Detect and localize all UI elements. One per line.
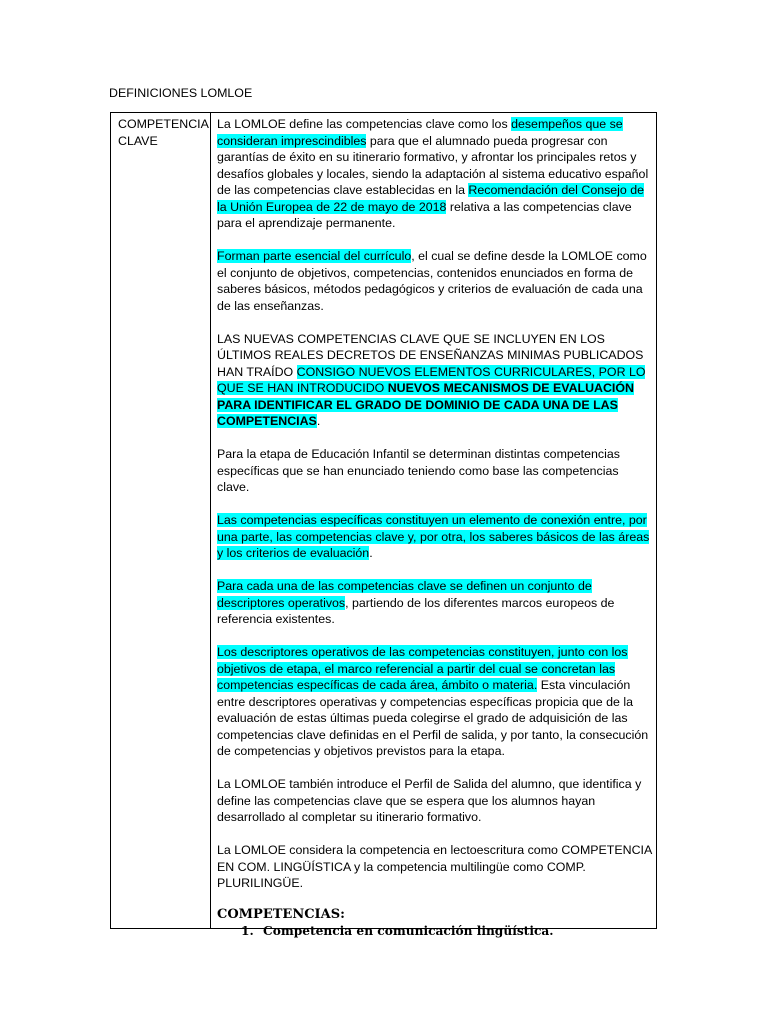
paragraph-text: La LOMLOE considera la competencia en lectoescritura como COMPETENCIA EN COM. LINGÜÍSTICA y la competencia multilingüe como COMP. PLURILINGÜE. — [217, 843, 652, 890]
definition-paragraphs — [217, 116, 653, 892]
definition-paragraph — [217, 446, 653, 496]
paragraph-text: Esta vinculación entre descriptores operativas y competencias específicas propicia que de la evaluación de estas últimas pueda colegirse el grado de adquisición de las competencias clave definidas en el Perfil de salida, y por tanto, la consecución de competencias y objetivos previstos para la etapa. — [217, 678, 649, 758]
definition-paragraph — [217, 644, 653, 760]
definition-cell — [217, 116, 653, 940]
definition-paragraph — [217, 842, 653, 892]
paragraph-text: relativa a las competencias clave para el aprendizaje permanente. — [217, 199, 632, 230]
competencias-list — [217, 923, 653, 940]
highlighted-text: NUEVOS MECANISMOS DE EVALUACIÓN PARA IDENTIFICAR EL GRADO DE DOMINIO DE CADA UNA DE LAS COMPETENCIAS — [217, 381, 634, 428]
definition-paragraph — [217, 512, 653, 562]
competencia-label: Competencia en comunicación lingüística. — [263, 924, 554, 938]
competencia-number: 1. — [241, 924, 254, 938]
competencia-item — [241, 923, 653, 940]
definition-paragraph — [217, 116, 653, 232]
paragraph-text: . — [316, 414, 321, 428]
highlighted-text: Para cada una de las competencias clave se definen un conjunto de descriptores operativos — [217, 579, 592, 610]
paragraph-text: LAS NUEVAS COMPETENCIAS CLAVE QUE SE INCLUYEN EN LOS ÚLTIMOS REALES DECRETOS DE ENSEÑANZAS MINIMAS PUBLICADOS HAN TRAÍDO — [217, 331, 644, 379]
definitions-table — [110, 112, 657, 938]
paragraph-text: , el cual se define desde la LOMLOE como el conjunto de objetivos, competencias, contenidos enunciados en forma de saberes básicos, métodos pedagógicos y criterios de evaluación de cada una de las enseñanzas. — [217, 249, 647, 313]
paragraph-text: La LOMLOE define las competencias clave como los — [217, 117, 512, 131]
highlighted-text: CONSIGO NUEVOS ELEMENTOS CURRICULARES, POR LO QUE SE HAN INTRODUCIDO — [217, 364, 646, 395]
competencias-heading: COMPETENCIAS: — [217, 907, 345, 922]
term-cell: COMPETENCIA CLAVE — [118, 117, 209, 148]
highlighted-text: Recomendación del Consejo de la Unión Europea de 22 de mayo de 2018 — [217, 183, 645, 214]
definition-paragraph — [217, 776, 653, 826]
highlighted-text: Las competencias específicas constituyen un elemento de conexión entre, por una parte, las competencias clave y, por otra, los saberes básicos de las áreas y los criterios de evaluación — [217, 513, 650, 560]
definition-paragraph — [217, 331, 653, 430]
column-divider — [210, 113, 211, 928]
paragraph-text: La LOMLOE también introduce el Perfil de Salida del alumno, que identifica y define las competencias clave que se espera que los alumnos hayan desarrollado al completar su itinerario formativo. — [217, 777, 642, 824]
document-title: DEFINICIONES LOMLOE — [109, 86, 253, 100]
highlighted-text: desempeños que se consideran imprescindibles — [217, 117, 623, 148]
definition-paragraph — [217, 578, 653, 628]
highlighted-text: Forman parte esencial del currículo — [217, 249, 412, 263]
paragraph-text: Para la etapa de Educación Infantil se determinan distintas competencias específicas que se han enunciado teniendo como base las competencias clave. — [217, 447, 620, 494]
paragraph-text: . — [369, 546, 373, 560]
paragraph-text: para que el alumnado pueda progresar con garantías de éxito en su itinerario formativo, y afrontar los principales retos y desafíos globales y locales, siendo la adaptación al sistema educativo español de las competencias clave establecidas en la — [217, 133, 649, 197]
highlighted-text: Los descriptores operativos de las competencias constituyen, junto con los objetivos de etapa, el marco referencial a partir del cual se concretan las competencias específicas de cada área, ámbito o materia. — [217, 645, 628, 692]
paragraph-text: , partiendo de los diferentes marcos europeos de referencia existentes. — [217, 595, 615, 626]
definition-paragraph — [217, 248, 653, 314]
